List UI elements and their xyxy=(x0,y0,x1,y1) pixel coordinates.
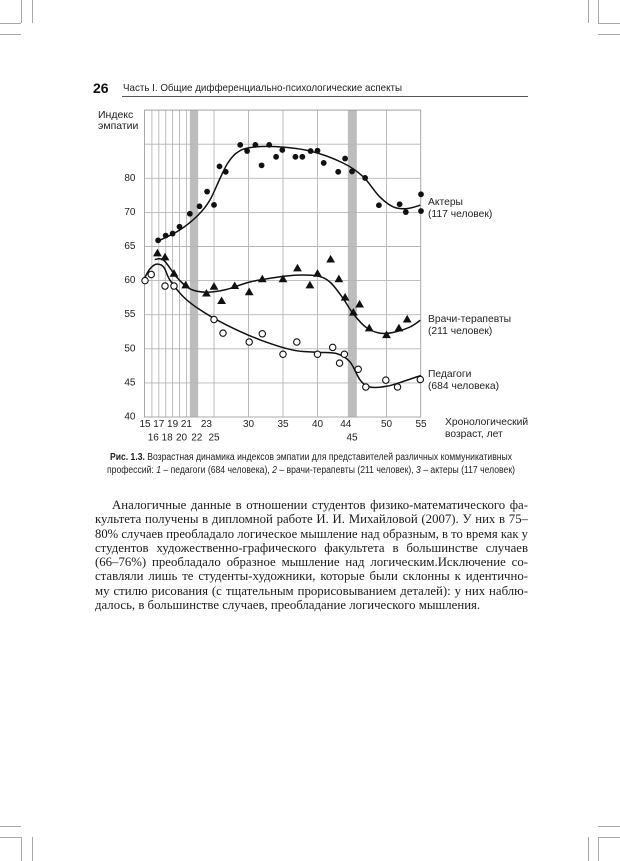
data-point-dot xyxy=(204,189,210,195)
legend-doctors xyxy=(428,314,511,337)
data-point-dot xyxy=(397,201,403,207)
caption-text-part: – педагоги (684 человека), xyxy=(161,465,273,476)
paragraph-line xyxy=(95,541,528,555)
data-point-circle xyxy=(314,351,320,357)
data-point-circle xyxy=(383,377,389,383)
paragraph-line xyxy=(95,512,528,526)
y-tick-label: 80 xyxy=(124,172,136,184)
legend-name: Врачи-терапевты xyxy=(428,314,512,325)
paragraph-line xyxy=(95,527,528,541)
legend-name: Актеры xyxy=(428,197,463,208)
x-tick-label: 50 xyxy=(380,419,393,430)
y-tick-label: 60 xyxy=(124,275,136,287)
caption-series-number: 3 xyxy=(416,465,421,476)
data-point-dot xyxy=(177,224,183,230)
data-point-dot xyxy=(244,148,250,154)
data-point-triangle xyxy=(382,331,391,339)
paragraph-line xyxy=(95,569,528,583)
paragraph-line xyxy=(95,555,528,569)
data-point-circle xyxy=(220,330,226,336)
data-point-dot xyxy=(217,163,223,169)
data-point-dot xyxy=(211,202,217,208)
line-text: далось, в большинстве случаев, преобладание логического мышления. xyxy=(95,598,481,613)
legend-teachers xyxy=(428,369,499,392)
data-point-dot xyxy=(293,154,299,160)
data-point-triangle xyxy=(313,269,322,277)
paragraph-line xyxy=(95,498,528,512)
x-tick-label: 35 xyxy=(277,419,289,430)
paragraph-line xyxy=(95,584,528,598)
data-point-circle xyxy=(259,331,265,337)
data-point-triangle xyxy=(403,315,412,323)
line-text: (66–76%) преобладало образное мышление над логическим.Исключение со- xyxy=(95,555,528,570)
data-point-circle xyxy=(211,316,217,322)
running-head-text: Часть I. Общие дифференциально-психологические аспекты xyxy=(123,82,402,94)
data-point-dot xyxy=(266,142,272,148)
x-tick-label: 25 xyxy=(208,432,220,444)
figure-caption-line xyxy=(110,452,578,464)
y-tick-label: 40 xyxy=(124,411,136,423)
data-point-dot xyxy=(403,209,409,215)
x-tick-label: 20 xyxy=(176,432,188,444)
data-point-circle xyxy=(363,384,369,390)
data-point-triangle xyxy=(395,324,404,332)
data-point-circle xyxy=(142,277,148,283)
x-tick-label: 23 xyxy=(200,419,212,430)
x-tick-label: 45 xyxy=(346,432,358,444)
y-tick-label: 45 xyxy=(124,377,136,389)
data-point-triangle xyxy=(326,255,335,263)
data-point-dot xyxy=(299,154,305,160)
data-point-triangle xyxy=(306,281,315,289)
caption-text-part: профессий: xyxy=(107,465,157,476)
data-point-dot xyxy=(308,148,314,154)
data-point-dot xyxy=(418,208,424,214)
data-point-dot xyxy=(376,202,382,208)
data-point-dot xyxy=(253,142,259,148)
data-point-dot xyxy=(418,191,424,197)
data-point-triangle xyxy=(210,282,219,290)
x-tick-label: 40 xyxy=(311,419,324,430)
y-axis-title-line: Индекс xyxy=(98,109,134,121)
paragraph-line xyxy=(95,598,528,612)
x-tick-label: 22 xyxy=(191,432,203,444)
line-text: 80% случаев преобладало логическое мышление над образным, в то время как у xyxy=(95,526,528,541)
data-point-triangle xyxy=(161,253,170,261)
x-tick-label: 30 xyxy=(242,419,255,430)
line-text: культета получены в дипломной работе И. И. Михайловой (2007). У них в 75– xyxy=(95,512,528,527)
legend-actors xyxy=(428,197,492,220)
data-point-dot xyxy=(259,162,265,168)
y-axis-title-line: эмпатии xyxy=(98,119,139,132)
line-text: му стилю рисования (с тщательным прорисовыванием деталей): у них наблю- xyxy=(95,583,528,598)
data-point-dot xyxy=(163,233,169,239)
line-text: Аналогичные данные в отношении студентов физико-математического фа- xyxy=(112,498,528,512)
body-paragraph xyxy=(95,498,528,612)
data-point-dot xyxy=(335,169,341,175)
data-point-dot xyxy=(237,142,243,148)
data-point-dot xyxy=(349,169,355,175)
x-tick-label: 18 xyxy=(161,432,173,444)
caption-text-part: – врачи-терапевты (211 человек), xyxy=(276,465,417,476)
data-point-triangle xyxy=(181,281,190,289)
data-point-dot xyxy=(321,160,327,166)
data-point-circle xyxy=(355,366,361,372)
figure-caption-line xyxy=(107,465,580,477)
data-point-triangle xyxy=(153,249,162,257)
x-tick-label: 15 xyxy=(139,419,151,430)
data-point-dot xyxy=(170,231,176,237)
caption-text xyxy=(107,465,515,477)
caption-text xyxy=(110,452,512,464)
data-point-dot xyxy=(273,154,279,160)
y-tick-label: 70 xyxy=(124,206,136,218)
data-point-circle xyxy=(148,271,154,277)
x-axis-title xyxy=(445,417,528,441)
data-point-dot xyxy=(279,147,285,153)
data-point-dot xyxy=(187,211,193,217)
line-text: ставляли лишь те студенты-художники, которые были склонны к идентично- xyxy=(95,569,528,584)
line-text: студентов художественно-графического факультета в большинстве случаев xyxy=(95,540,528,555)
caption-text-part: Возрастная динамика индексов эмпатии для представителей различных коммуникативных xyxy=(144,452,512,463)
data-point-circle xyxy=(336,360,342,366)
figure-label: Рис. 1.3. xyxy=(110,452,145,463)
data-point-circle xyxy=(246,339,252,345)
data-point-dot xyxy=(155,237,161,243)
data-point-dot xyxy=(342,156,348,162)
data-point-circle xyxy=(294,339,300,345)
legend-name: Педагоги xyxy=(428,369,472,380)
legend-count: (117 человек) xyxy=(428,208,493,220)
data-point-triangle xyxy=(334,275,343,283)
data-point-triangle xyxy=(293,264,302,272)
caption-series-number: 2 xyxy=(272,465,277,476)
page-number: 26 xyxy=(93,80,109,96)
data-point-circle xyxy=(329,344,335,350)
x-tick-label: 21 xyxy=(180,419,192,430)
legend-count: (211 человек) xyxy=(428,325,493,337)
x-axis-title-line: Хронологический xyxy=(445,417,529,428)
shaded-age-band xyxy=(190,110,198,417)
data-point-triangle xyxy=(245,288,254,296)
x-tick-label: 19 xyxy=(167,419,179,430)
x-tick-label: 55 xyxy=(415,419,427,430)
data-point-circle xyxy=(341,351,347,357)
x-tick-label: 17 xyxy=(153,419,165,430)
data-point-circle xyxy=(417,376,423,382)
data-point-dot xyxy=(197,203,203,209)
y-tick-label: 65 xyxy=(124,241,136,252)
y-tick-label: 55 xyxy=(124,309,136,321)
data-point-dot xyxy=(223,169,229,175)
data-point-dot xyxy=(315,148,321,154)
legend-count: (684 человека) xyxy=(428,380,500,392)
y-tick-label: 50 xyxy=(124,343,136,355)
x-tick-label: 44 xyxy=(340,419,352,430)
caption-series-number: 1 xyxy=(156,465,162,476)
data-point-circle xyxy=(162,283,168,289)
x-tick-label: 16 xyxy=(147,432,159,444)
caption-text-part: – актеры (117 человек) xyxy=(420,465,515,476)
data-point-circle xyxy=(280,351,286,357)
data-point-circle xyxy=(171,283,177,289)
x-axis-title-line: возраст, лет xyxy=(445,429,503,440)
data-point-circle xyxy=(394,384,400,390)
data-point-triangle xyxy=(217,296,226,304)
data-point-dot xyxy=(362,175,368,181)
y-axis-title xyxy=(98,110,138,131)
